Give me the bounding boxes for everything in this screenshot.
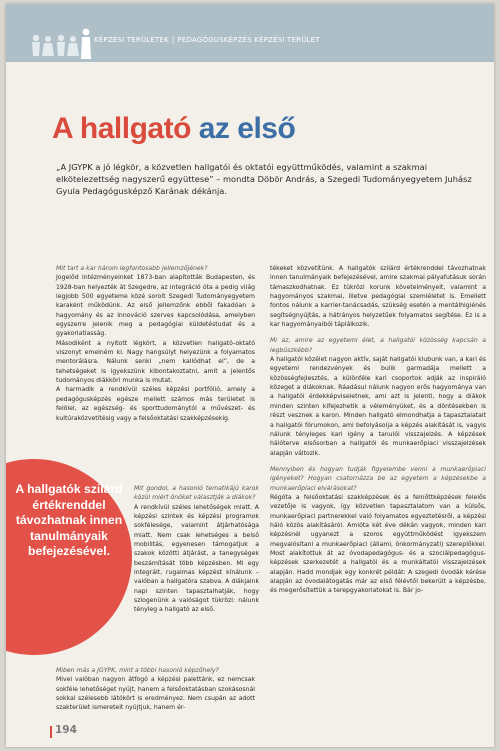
header-separator: | (171, 36, 175, 44)
interview-question: Mit gondol, a hasonló tematikájú karok közül miért önöket választják a diákok? (134, 485, 259, 502)
magazine-page (6, 4, 494, 747)
section-label: KÉPZÉSI TERÜLETEK (94, 36, 169, 44)
paragraph: A hallgatói közélet nagyon aktív, saját hallgatói klubunk van, a kari és egyetemi rendezvények és bulik garmadája mellett a közösségfejlesztés, a különféle kari csoportok adják az inspiráló közeget a diákoknak. Ráadásul nálunk nagyon erős hagyománya van a hallgatói érdekképviseletnek, ami azt is jelenti, hogy a diákok minden szinten kifejezhetik a véleményüket, és a döntésekben is részt vesznek a karon. Minden hallgató elmondhatja a tapasztalatait a hallgatói fórumokon, ami befolyásolja a képzés alakítását is, vagyis nálunk tényleges kari igény a tanulói visszajelzés. A képzések hálóterve elsősorban a hallgatói és munkaerőpiaci visszajelzések alapján változik. (270, 356, 486, 457)
children-figures-icon (28, 26, 92, 60)
spacer (270, 458, 486, 465)
spacer (270, 329, 486, 336)
interview-question: Mennyiben és hogyan tudják figyelembe venni a munkaerőpiaci igényeket? Hogyan csatornázza be az egyetem a képzésekbe a munkaerőpiaci elvárásokat? (270, 465, 486, 492)
interview-question: Mit tart a kar három legfontosabb jellemzőjének? (56, 265, 208, 272)
interview-question: Mi az, amire az egyetemi élet, a hallgatói közösség kapcsán a legbüszkébb? (270, 337, 486, 354)
title-part-1: A hallgató (52, 112, 191, 145)
bottom-left-column (56, 666, 255, 713)
article-lead: „A JGYPK a jó légkör, a közvetlen hallgatói és oktatói együttműködés, valamint a szakmai elkötelezettség nagyszerű együttese” – mondta Döbör András, a Szegedi Tudományegyetem Juhász Gyula Pedagógusképző Karának dékánja. (56, 162, 472, 197)
section-header (94, 36, 320, 44)
paragraph: Másodiként a nyitott légkört, a közvetlen hallgató-oktató viszonyt emelném ki. Nagy hangsúlyt helyezünk a folyamatos mentorálásra. Nálunk senki „nem kallódhat el”, de a tehetségeket is igyekszünk kibontakoztatni, amit a jelentős tudományos diákköri munka is mutat. (56, 339, 255, 385)
paragraph: A harmadik a rendkívül széles képzési portfólió, amely a pedagógusképzés egésze mellett számos más területet is felölel, az egészség- és sporttudománytól a művészet- és kultúraközvetítésig vagy a felsőoktatási szakképzésekig. (56, 386, 255, 422)
paragraph: Régóta a felsőoktatási szakképzések és a felnőttképzések felelős vezetője is vagyok, így közvetlen tapasztalatom van a külsős, munkaerőpiaci partnerekkel való folyamatos egyeztetésről, a képzési háló közös alakításáról. Amióta két éve dékán vagyok, minden kari képzésnél ugyanezt a szoros együttműködést igyekszem megvalósítani a munkaerőpiaci (állami, önkormányzati) szereplőkkel. Most alakítottuk át az óvodapedagógus- és a szociálpedagógus-képzések szerkezetét a hallgatói és a munkáltatói visszajelzések alapján. Hadd mondjak egy konkrét példát: A szegedi óvodák kérése alapján az óvodalátogatás már az első félévtől bekerült a képzésbe, és megerősítettük a terepgyakorlatokat is. Bár jo- (270, 493, 486, 595)
header-band (6, 4, 494, 62)
paragraph: Jogelőd intézményeinket 1873-ban alapították Budapesten, és 1928-ban helyezték át Szegedre, az integráció óta a pedig világ legjobb 500 egyeteme közé sorolt Szegedi Tudományegyetem karaként működünk. Az első jellemzőnk ebből fakadóan a hagyomány és az innováció szerves kapcsolódása, amelyben egyszerre jelenik meg a pedagógiai küldetéstudat és a gyakorlatiasság. (56, 274, 255, 338)
paragraph: Mivel valóban nagyon átfogó a képzési palettánk, ez nemcsak sokféle lehetőséget nyújt, hanem a felsőoktatásban szokásosnál sokkal szélesebb látókört is eredményez. Nem csupán az adott szakterület ismereteit nyújtjuk, hanem ér- (56, 676, 255, 712)
title-part-2: az első (198, 112, 296, 145)
page-number: 194 (55, 724, 77, 736)
page-number-bar (50, 726, 52, 738)
paragraph: A rendkívül széles lehetőségek miatt. A képzési szintek és képzési programok sokfélesége, valamint átjárhatósága miatt. Nem csak lehetséges a belső mobilitás, egyenesen támogatjuk a szakok közötti átjárást, a tanegységek beszámítását több képzésben. Mi egy integrált, rugalmas képzést kínálunk – valóban a hallgatóra szabva. A diákjaink napi szinten tapasztalhatják, hogy szlogenünk a valóságot tükrözi: nálunk tényleg a hallgató az első. (134, 503, 259, 614)
article-title (52, 114, 295, 144)
paragraph: tékeket közvetítünk. A hallgatók szilárd értékrenddel távozhatnak innen tanulmányaik befejezésével, amire szakmai pályafutásuk során támaszkodhatnak. Ez tükrözi korunk követelményeit, valamint a hagyományos szakmai, illetve pedagógiai szemléletet is. Emellett fontos nálunk a karrier-tanácsadás, szükség esetén a mentálhigiénés segítségnyújtás, a hátrányos helyzetűek folyamatos segítése. Ez is a kar hagyományaiból táplálkozik. (270, 265, 486, 329)
middle-column (134, 484, 259, 615)
subsection-label: PEDAGÓGUSKÉPZÉS KÉPZÉSI TERÜLET (177, 36, 320, 44)
pull-quote: A hallgatók szilárd értékrenddel távozhatnak innen tanulmányaik befejezésével. (15, 482, 123, 558)
left-column (56, 264, 255, 423)
interview-question: Miben más a JGYPK, mint a többi hasonló képzőhely? (56, 667, 219, 674)
right-column (270, 264, 486, 596)
